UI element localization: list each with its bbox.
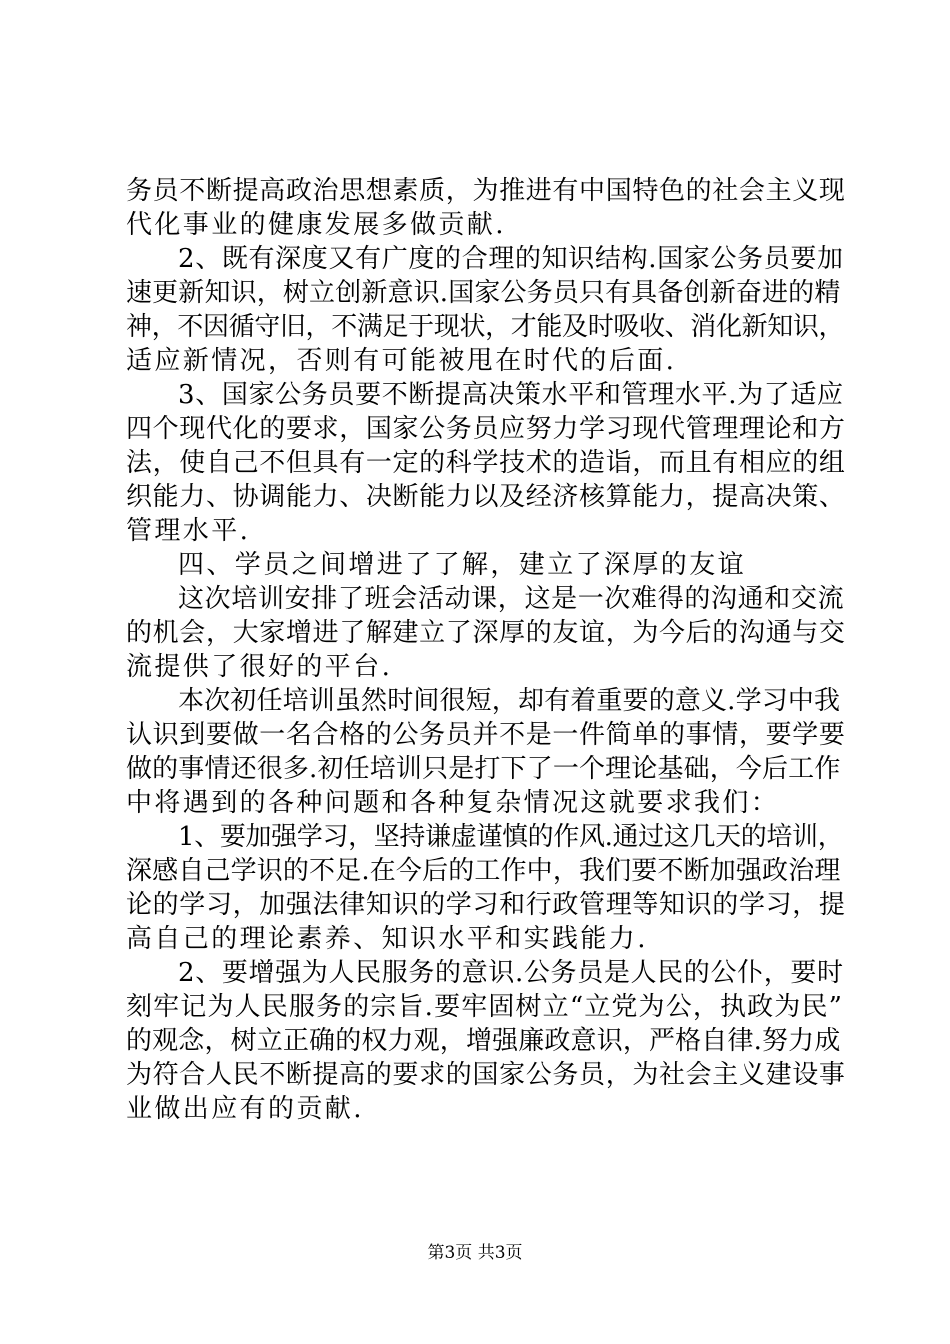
text-line: 法，使自己不但具有一定的科学技术的造诣，而且有相应的组 bbox=[126, 448, 846, 478]
text-line: 代化事业的健康发展多做贡献. bbox=[126, 210, 506, 240]
text-line: 的机会，大家增进了解建立了深厚的友谊，为今后的沟通与交 bbox=[126, 618, 846, 648]
text-line: 认识到要做一名合格的公务员并不是一件简单的事情，要学要 bbox=[126, 720, 846, 750]
text-line: 适应新情况，否则有可能被甩在时代的后面. bbox=[126, 346, 677, 376]
text-line: 2、要增强为人民服务的意识.公务员是人民的公仆，要时 bbox=[178, 958, 844, 988]
text-line: 这次培训安排了班会活动课，这是一次难得的沟通和交流 bbox=[178, 584, 845, 614]
document-body bbox=[126, 174, 846, 1126]
text-line: 业做出应有的贡献. bbox=[126, 1094, 364, 1124]
text-line: 本次初任培训虽然时间很短，却有着重要的意义.学习中我 bbox=[178, 686, 841, 716]
text-line: 速更新知识，树立创新意识.国家公务员只有具备创新奋进的精 bbox=[126, 278, 841, 308]
text-line: 做的事情还很多.初任培训只是打下了一个理论基础，今后工作 bbox=[126, 754, 841, 784]
page-footer bbox=[0, 1243, 950, 1263]
text-line: 论的学习，加强法律知识的学习和行政管理等知识的学习，提 bbox=[126, 890, 846, 920]
text-line: 管理水平. bbox=[126, 516, 251, 546]
text-line: 2、既有深度又有广度的合理的知识结构.国家公务员要加 bbox=[178, 244, 844, 274]
text-line: 流提供了很好的平台. bbox=[126, 652, 393, 682]
text-line: 织能力、协调能力、决断能力以及经济核算能力，提高决策、 bbox=[126, 482, 846, 512]
text-line: 四、学员之间增进了了解，建立了深厚的友谊 bbox=[178, 550, 747, 580]
text-line: 为符合人民不断提高的要求的国家公务员，为社会主义建设事 bbox=[126, 1060, 846, 1090]
text-line: 3、国家公务员要不断提高决策水平和管理水平.为了适应 bbox=[178, 380, 844, 410]
text-line: 刻牢记为人民服务的宗旨.要牢固树立“立党为公，执政为民” bbox=[126, 992, 844, 1022]
text-line: 四个现代化的要求，国家公务员应努力学习现代管理理论和方 bbox=[126, 414, 846, 444]
text-line: 中将遇到的各种问题和各种复杂情况这就要求我们： bbox=[126, 788, 780, 818]
text-line: 深感自己学识的不足.在今后的工作中，我们要不断加强政治理 bbox=[126, 856, 841, 886]
text-line: 1、要加强学习，坚持谦虚谨慎的作风.通过这几天的培训， bbox=[178, 822, 844, 852]
text-line: 务员不断提高政治思想素质，为推进有中国特色的社会主义现 bbox=[126, 176, 846, 206]
text-line: 神，不因循守旧，不满足于现状，才能及时吸收、消化新知识， bbox=[126, 312, 845, 342]
page-number-label: 第3页 共3页 bbox=[427, 1243, 523, 1263]
text-line: 高自己的理论素养、知识水平和实践能力. bbox=[126, 924, 648, 954]
text-line: 的观念，树立正确的权力观，增强廉政意识，严格自律.努力成 bbox=[126, 1026, 841, 1056]
